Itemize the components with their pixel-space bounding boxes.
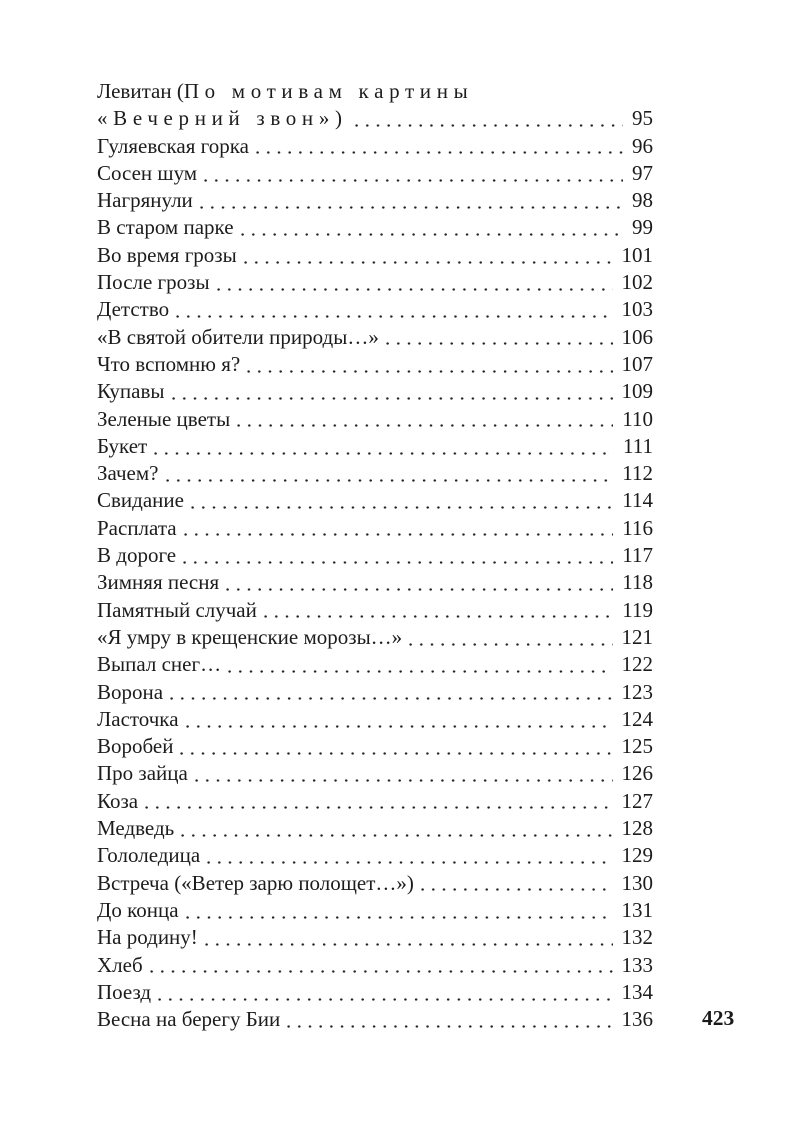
toc-entry-title: Весна на берегу Бии bbox=[97, 1007, 281, 1032]
toc-entry-page: 136 bbox=[621, 1007, 653, 1032]
toc-entry-page: 123 bbox=[621, 679, 653, 704]
toc-entry-page: 127 bbox=[621, 788, 653, 813]
toc-row bbox=[97, 815, 653, 842]
toc-entry-title: Во время грозы bbox=[97, 242, 237, 267]
dot-leader bbox=[180, 733, 612, 760]
toc-entry-title: «В святой обители природы…» bbox=[97, 324, 379, 349]
toc-entry-title: Расплата bbox=[97, 515, 177, 540]
dot-leader bbox=[172, 378, 613, 405]
toc-entry-title bbox=[97, 105, 348, 132]
toc-entry-title: Купавы bbox=[97, 379, 165, 404]
toc-row bbox=[97, 133, 653, 160]
dot-leader bbox=[256, 133, 623, 160]
toc-entry-page: 107 bbox=[621, 351, 653, 376]
toc-row bbox=[97, 760, 653, 787]
dot-leader bbox=[204, 160, 623, 187]
toc-row bbox=[97, 351, 653, 378]
toc-row bbox=[97, 651, 653, 678]
toc-entry-page: 124 bbox=[621, 706, 653, 731]
toc-entry-page: 134 bbox=[621, 979, 653, 1004]
toc-row bbox=[97, 624, 653, 651]
toc-entry-page: 109 bbox=[621, 379, 653, 404]
toc-entry-title: Ворона bbox=[97, 679, 164, 704]
toc-row bbox=[97, 214, 653, 241]
toc-entry-page: 102 bbox=[621, 270, 653, 295]
toc-row bbox=[97, 870, 653, 897]
toc-entry-page: 114 bbox=[622, 488, 653, 513]
toc-entry-page: 121 bbox=[621, 624, 653, 649]
toc-row bbox=[97, 924, 653, 951]
dot-leader bbox=[264, 597, 613, 624]
dot-leader bbox=[183, 542, 613, 569]
toc-row bbox=[97, 242, 653, 269]
dot-leader bbox=[355, 105, 623, 132]
toc-entry-title: Зачем? bbox=[97, 461, 159, 486]
dot-leader bbox=[170, 679, 612, 706]
dot-leader bbox=[181, 815, 612, 842]
dot-leader bbox=[186, 706, 613, 733]
dot-leader bbox=[287, 1006, 612, 1033]
toc-entry-title: До конца bbox=[97, 897, 179, 922]
toc-row bbox=[97, 433, 653, 460]
dot-leader bbox=[386, 324, 613, 351]
toc-entry-page: 117 bbox=[622, 543, 653, 568]
dot-leader bbox=[241, 214, 623, 241]
toc-entry-page: 103 bbox=[621, 297, 653, 322]
toc-entry-title: Нагрянули bbox=[97, 188, 193, 213]
toc-row bbox=[97, 706, 653, 733]
dot-leader bbox=[244, 242, 613, 269]
toc-entry-page: 101 bbox=[621, 242, 653, 267]
toc-entry-page: 125 bbox=[621, 734, 653, 759]
toc-entry-title: Встреча («Ветер зарю полощет…») bbox=[97, 870, 414, 895]
toc-row bbox=[97, 733, 653, 760]
toc-entry-page: 122 bbox=[621, 652, 653, 677]
toc-row bbox=[97, 105, 653, 132]
toc-entry-title: Детство bbox=[97, 297, 170, 322]
dot-leader bbox=[195, 760, 613, 787]
toc-entry-title: Медведь bbox=[97, 816, 175, 841]
toc-row bbox=[97, 296, 653, 323]
toc-row bbox=[97, 160, 653, 187]
toc-entry-page: 116 bbox=[622, 515, 653, 540]
toc-entry-title-letterspaced: «Вечерний звон») bbox=[97, 106, 348, 131]
toc-entry-title: Зеленые цветы bbox=[97, 406, 231, 431]
toc-entry-title: Гололедица bbox=[97, 843, 201, 868]
toc-entry-title: Воробей bbox=[97, 734, 174, 759]
toc-row bbox=[97, 378, 653, 405]
toc-entry-title: На родину! bbox=[97, 925, 198, 950]
toc-row bbox=[97, 788, 653, 815]
dot-leader bbox=[184, 515, 614, 542]
toc-entry-page: 118 bbox=[622, 570, 653, 595]
toc-entry-page: 106 bbox=[621, 324, 653, 349]
toc-row bbox=[97, 460, 653, 487]
toc-entry-title: Выпал снег… bbox=[97, 652, 222, 677]
toc-row bbox=[97, 78, 653, 105]
toc-entry-page: 131 bbox=[621, 897, 653, 922]
toc-entry-page: 96 bbox=[632, 133, 653, 158]
toc-row bbox=[97, 952, 653, 979]
toc-row bbox=[97, 842, 653, 869]
toc-row bbox=[97, 515, 653, 542]
toc-entry-page: 97 bbox=[632, 160, 653, 185]
toc-entry-page: 95 bbox=[632, 106, 653, 131]
toc-entry-title: Хлеб bbox=[97, 952, 143, 977]
page-number-folio: 423 bbox=[702, 1006, 735, 1030]
toc-row bbox=[97, 979, 653, 1006]
toc-entry-title: Гуляевская горка bbox=[97, 133, 249, 158]
toc-entry-page: 128 bbox=[621, 816, 653, 841]
toc-row bbox=[97, 897, 653, 924]
toc-entry-page: 133 bbox=[621, 952, 653, 977]
toc-entry-title: Левитан (По мотивам картины bbox=[97, 79, 474, 103]
toc-entry-page: 130 bbox=[621, 870, 653, 895]
toc-entry-title: Про зайца bbox=[97, 761, 188, 786]
dot-leader bbox=[237, 406, 613, 433]
dot-leader bbox=[166, 460, 614, 487]
dot-leader bbox=[226, 569, 613, 596]
dot-leader bbox=[186, 897, 613, 924]
toc-entry-page: 126 bbox=[621, 761, 653, 786]
toc-row bbox=[97, 597, 653, 624]
dot-leader bbox=[217, 269, 613, 296]
toc-entry-title: Сосен шум bbox=[97, 160, 198, 185]
toc-row bbox=[97, 406, 653, 433]
toc-entry-title: Что вспомню я? bbox=[97, 351, 241, 376]
toc-row bbox=[97, 569, 653, 596]
toc-entry-title: В дороге bbox=[97, 543, 177, 568]
toc-entry-title: Ласточка bbox=[97, 706, 179, 731]
dot-leader bbox=[176, 296, 612, 323]
dot-leader bbox=[207, 842, 612, 869]
toc-entry-title: В старом парке bbox=[97, 215, 234, 240]
toc-entry-title: Поезд bbox=[97, 979, 152, 1004]
toc-entry-page: 111 bbox=[623, 433, 653, 458]
dot-leader bbox=[200, 187, 623, 214]
toc-row bbox=[97, 487, 653, 514]
toc-row bbox=[97, 1006, 653, 1033]
dot-leader bbox=[205, 924, 613, 951]
toc-entry-title: Коза bbox=[97, 788, 139, 813]
toc-entry-page: 112 bbox=[622, 461, 653, 486]
toc-entry-page: 132 bbox=[621, 925, 653, 950]
dot-leader bbox=[409, 624, 612, 651]
toc-entry-title: «Я умру в крещенские морозы…» bbox=[97, 624, 403, 649]
table-of-contents bbox=[97, 78, 653, 1033]
toc-entry-title-letterspaced: По мотивам картины bbox=[183, 79, 474, 103]
dot-leader bbox=[150, 952, 613, 979]
toc-row bbox=[97, 324, 653, 351]
toc-row bbox=[97, 269, 653, 296]
dot-leader bbox=[421, 870, 613, 897]
toc-row bbox=[97, 679, 653, 706]
dot-leader bbox=[145, 788, 612, 815]
dot-leader bbox=[158, 979, 612, 1006]
toc-entry-title: Букет bbox=[97, 433, 148, 458]
dot-leader bbox=[154, 433, 614, 460]
dot-leader bbox=[191, 487, 613, 514]
toc-entry-page: 119 bbox=[622, 597, 653, 622]
toc-entry-page: 129 bbox=[621, 843, 653, 868]
dot-leader bbox=[247, 351, 612, 378]
toc-row bbox=[97, 187, 653, 214]
toc-entry-title: Зимняя песня bbox=[97, 570, 220, 595]
toc-entry-title: Свидание bbox=[97, 488, 184, 513]
toc-entry-page: 98 bbox=[632, 188, 653, 213]
toc-entry-title: После грозы bbox=[97, 270, 210, 295]
toc-row bbox=[97, 542, 653, 569]
dot-leader bbox=[228, 651, 612, 678]
toc-entry-title: Памятный случай bbox=[97, 597, 257, 622]
toc-entry-page: 99 bbox=[632, 215, 653, 240]
toc-entry-page: 110 bbox=[622, 406, 653, 431]
